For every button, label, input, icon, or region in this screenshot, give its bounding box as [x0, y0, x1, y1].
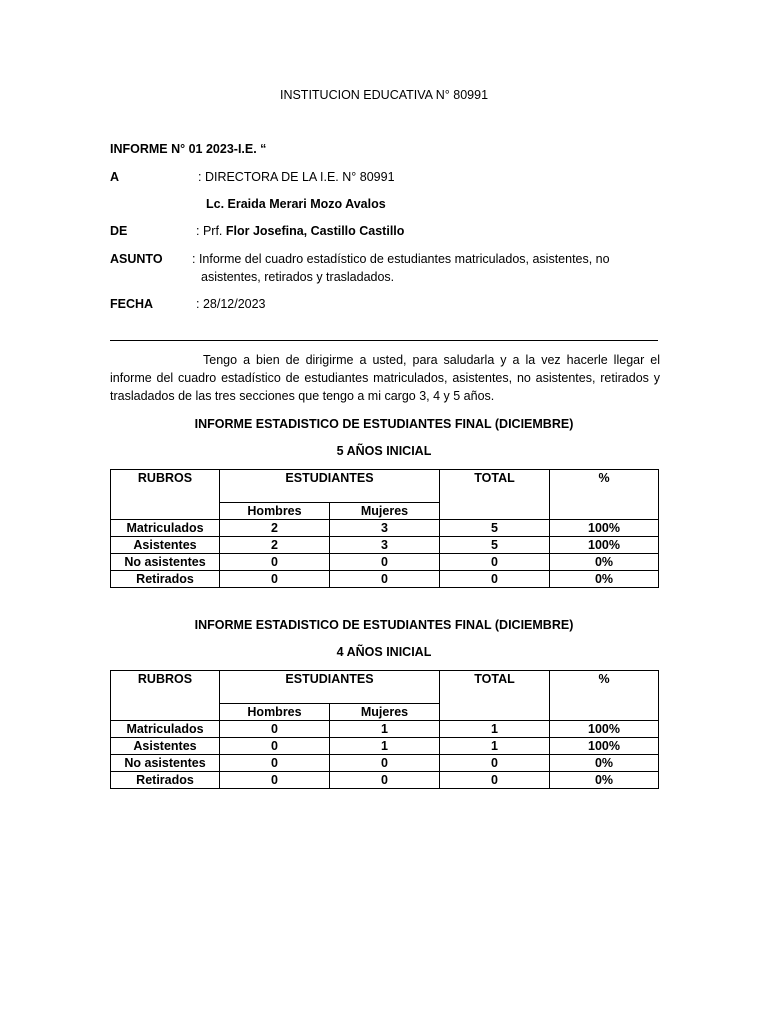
table-row: [111, 738, 659, 755]
table-row: [111, 554, 659, 571]
date-label: FECHA: [110, 297, 154, 311]
mujeres-cell: 0: [330, 755, 440, 772]
rubro-cell: No asistentes: [111, 755, 220, 772]
section-title-4: 4 AÑOS INICIAL: [336, 645, 432, 659]
table-row: [111, 772, 659, 789]
rubro-cell: Retirados: [111, 571, 220, 588]
body-text: Tengo a bien de dirigirme a usted, para saludarla y a la vez hacerle llegar el informe del cuadro estadístico de estudiantes matriculados, asistentes, no asistentes, retirados y trasladados de las tres secciones que tengo a mi cargo 3, 4 y 5 años.: [110, 353, 660, 403]
percent-cell: 0%: [550, 772, 659, 789]
percent-header: %: [550, 671, 659, 721]
report-title-5: INFORME ESTADISTICO DE ESTUDIANTES FINAL (DICIEMBRE): [194, 417, 574, 431]
table-row: [111, 537, 659, 554]
rubros-header: RUBROS: [111, 470, 220, 520]
mujeres-cell: 0: [330, 571, 440, 588]
from-label: DE: [110, 224, 128, 238]
table-row: [111, 755, 659, 772]
mujeres-cell: 1: [330, 721, 440, 738]
total-cell: 1: [440, 721, 550, 738]
table-row: [111, 721, 659, 738]
total-cell: 0: [440, 772, 550, 789]
hombres-cell: 0: [220, 721, 330, 738]
rubro-cell: Matriculados: [111, 520, 220, 537]
mujeres-cell: 0: [330, 772, 440, 789]
total-cell: 0: [440, 554, 550, 571]
hombres-cell: 2: [220, 520, 330, 537]
rubro-cell: No asistentes: [111, 554, 220, 571]
table-row: [111, 571, 659, 588]
section-title-5: 5 AÑOS INICIAL: [336, 444, 432, 458]
total-cell: 5: [440, 520, 550, 537]
total-cell: 5: [440, 537, 550, 554]
rubro-cell: Matriculados: [111, 721, 220, 738]
mujeres-header: Mujeres: [330, 503, 440, 520]
stats-table-4: [110, 670, 659, 789]
stats-table-5: [110, 469, 659, 588]
percent-cell: 100%: [550, 520, 659, 537]
mujeres-cell: 3: [330, 537, 440, 554]
percent-cell: 100%: [550, 537, 659, 554]
rubro-cell: Retirados: [111, 772, 220, 789]
hombres-cell: 0: [220, 772, 330, 789]
hombres-cell: 0: [220, 554, 330, 571]
percent-header: %: [550, 470, 659, 520]
table-header-row: [111, 470, 659, 503]
percent-cell: 0%: [550, 755, 659, 772]
mujeres-cell: 1: [330, 738, 440, 755]
rubro-cell: Asistentes: [111, 537, 220, 554]
report-number: INFORME N° 01 2023-I.E. “: [110, 142, 267, 156]
to-name: Lc. Eraida Merari Mozo Avalos: [206, 197, 386, 211]
rubro-cell: Asistentes: [111, 738, 220, 755]
hombres-cell: 0: [220, 738, 330, 755]
total-cell: 0: [440, 755, 550, 772]
body-paragraph: [110, 351, 660, 405]
from-value: [196, 223, 404, 239]
mujeres-cell: 0: [330, 554, 440, 571]
percent-cell: 0%: [550, 554, 659, 571]
hombres-header: Hombres: [220, 704, 330, 721]
horizontal-divider: [110, 340, 658, 341]
hombres-cell: 2: [220, 537, 330, 554]
hombres-header: Hombres: [220, 503, 330, 520]
estudiantes-header: ESTUDIANTES: [220, 671, 440, 704]
to-label: A: [110, 170, 120, 184]
from-name: Flor Josefina, Castillo Castillo: [225, 224, 405, 238]
date-value: : 28/12/2023: [196, 297, 266, 311]
percent-cell: 100%: [550, 721, 659, 738]
percent-cell: 100%: [550, 738, 659, 755]
subject-line-2: asistentes, retirados y trasladados.: [201, 270, 395, 284]
mujeres-header: Mujeres: [330, 704, 440, 721]
total-header: TOTAL: [440, 470, 550, 520]
mujeres-cell: 3: [330, 520, 440, 537]
to-value: : DIRECTORA DE LA I.E. N° 80991: [198, 170, 395, 184]
subject-label: ASUNTO: [110, 252, 163, 266]
total-header: TOTAL: [440, 671, 550, 721]
total-cell: 1: [440, 738, 550, 755]
rubros-header: RUBROS: [111, 671, 220, 721]
from-prefix: : Prf.: [196, 224, 223, 238]
total-cell: 0: [440, 571, 550, 588]
report-title-4: INFORME ESTADISTICO DE ESTUDIANTES FINAL (DICIEMBRE): [194, 618, 574, 632]
table-row: [111, 520, 659, 537]
institution-title: INSTITUCION EDUCATIVA N° 80991: [279, 88, 489, 102]
hombres-cell: 0: [220, 755, 330, 772]
table-header-row: [111, 671, 659, 704]
subject-line-1: : Informe del cuadro estadístico de estudiantes matriculados, asistentes, no: [192, 252, 610, 266]
hombres-cell: 0: [220, 571, 330, 588]
percent-cell: 0%: [550, 571, 659, 588]
estudiantes-header: ESTUDIANTES: [220, 470, 440, 503]
